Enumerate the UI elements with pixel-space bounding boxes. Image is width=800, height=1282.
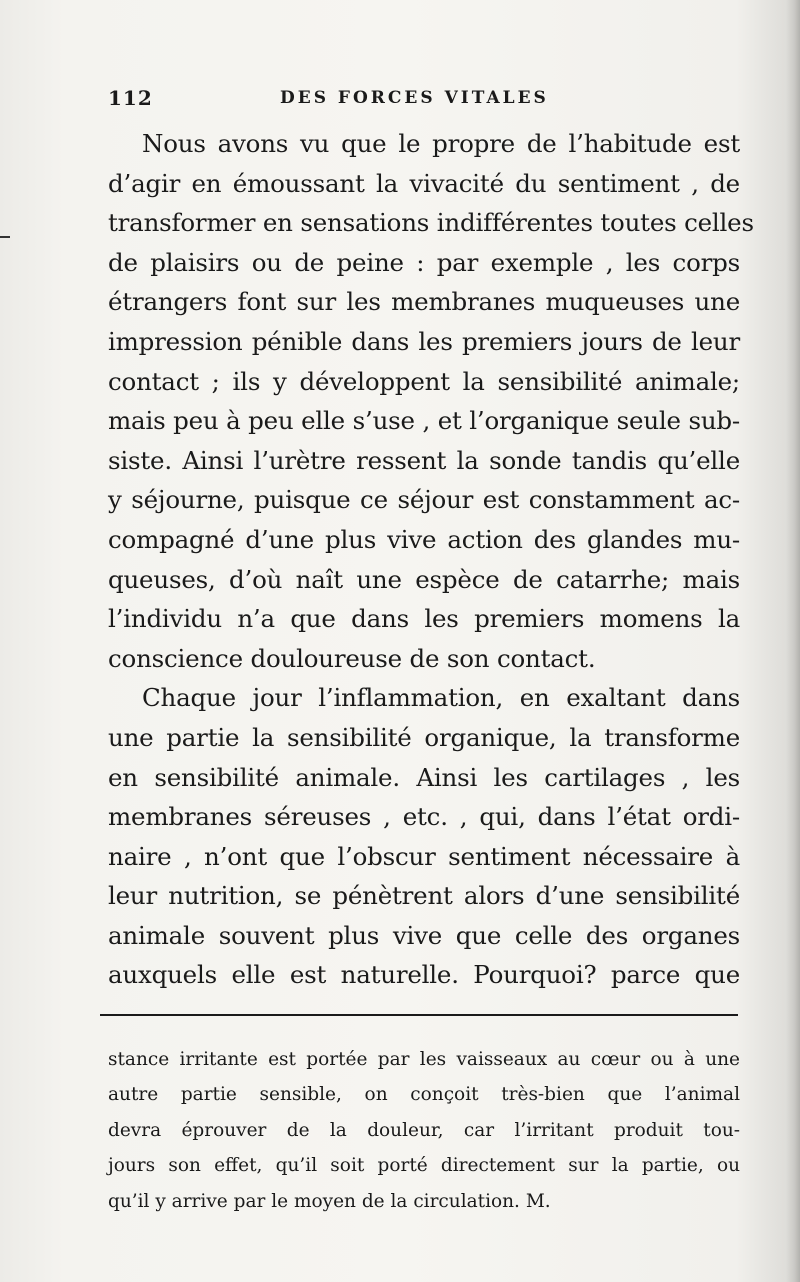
text-line: transformer en sensations indifférentes toutes celles: [108, 208, 754, 238]
text-line: mais peu à peu elle s’use , et l’organique seule sub-: [108, 406, 740, 436]
text-line: conscience douloureuse de son contact.: [108, 643, 596, 673]
body-text: [108, 124, 754, 995]
footnote-line: stance irritante est portée par les vaisseaux au cœur ou à une: [108, 1049, 740, 1070]
footnote-line: qu’il y arrive par le moyen de la circulation. M.: [108, 1190, 551, 1212]
text-line: de plaisirs ou de peine : par exemple , les corps: [108, 247, 740, 277]
text-line: auxquels elle est naturelle. Pourquoi? parce que: [108, 960, 740, 990]
text-line: l’individu n’a que dans les premiers momens la: [108, 604, 740, 634]
page-edge-shadow: [786, 0, 800, 1282]
text-line: queuses, d’où naît une espèce de catarrhe; mais: [108, 564, 740, 594]
margin-mark: [0, 236, 10, 238]
text-line: siste. Ainsi l’urètre ressent la sonde tandis qu’elle: [108, 445, 740, 475]
text-line: animale souvent plus vive que celle des organes: [108, 920, 740, 950]
running-title: DES FORCES VITALES: [280, 88, 549, 108]
text-line: d’agir en émoussant la vivacité du sentiment , de: [108, 168, 740, 198]
text-line: naire , n’ont que l’obscur sentiment nécessaire à: [108, 841, 740, 871]
text-line: impression pénible dans les premiers jours de leur: [108, 326, 740, 356]
text-line: compagné d’une plus vive action des glandes mu-: [108, 524, 740, 554]
footnote: [108, 1042, 740, 1219]
footnote-line: devra éprouver de la douleur, car l’irritant produit tou-: [108, 1119, 740, 1141]
footnote-line: autre partie sensible, on conçoit très-bien que l’animal: [108, 1084, 740, 1106]
text-line: une partie la sensibilité organique, la transforme: [108, 722, 740, 752]
running-head: [108, 86, 740, 112]
text-line: contact ; ils y développent la sensibilité animale;: [108, 366, 740, 396]
text-line: membranes séreuses , etc. , qui, dans l’état ordi-: [108, 802, 740, 832]
footnote-line: jours son effet, qu’il soit porté directement sur la partie, ou: [108, 1155, 740, 1177]
text-line: Chaque jour l’inflammation, en exaltant dans: [142, 683, 740, 713]
text-line: étrangers font sur les membranes muqueuses une: [108, 287, 740, 317]
text-line: leur nutrition, se pénètrent alors d’une sensibilité: [108, 881, 740, 911]
text-line: en sensibilité animale. Ainsi les cartilages , les: [108, 762, 740, 792]
text-line: Nous avons vu que le propre de l’habitude est: [142, 129, 740, 158]
text-line: y séjourne, puisque ce séjour est constamment ac-: [108, 485, 740, 515]
footnote-rule: [100, 1014, 738, 1016]
page-number: 112: [108, 86, 153, 110]
